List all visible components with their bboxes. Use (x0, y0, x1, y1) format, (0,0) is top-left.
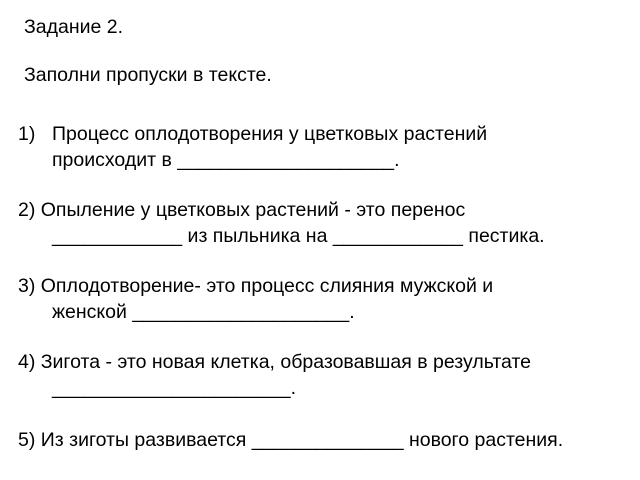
item-marker: 1) (18, 123, 36, 145)
item-text: 5) Из зиготы развивается ______________ нового растения. (18, 429, 564, 451)
item-text: 2) Опыление у цветковых растений - это перенос (18, 199, 466, 221)
item-text: 3) Оплодотворение- это процесс слияния мужской и (18, 275, 494, 297)
item-text: женской ____________________. (52, 301, 355, 323)
task-title: Задание 2. (24, 16, 124, 38)
item-text: ______________________. (52, 377, 297, 399)
task-instruction: Заполни пропуски в тексте. (24, 64, 272, 86)
item-text: ____________ из пыльника на ____________ пестика. (52, 225, 545, 247)
item-text: Процесс оплодотворения у цветковых растений (52, 123, 488, 145)
item-text: происходит в ____________________. (52, 149, 400, 171)
item-text: 4) Зигота - это новая клетка, образовавшая в результате (18, 351, 532, 373)
